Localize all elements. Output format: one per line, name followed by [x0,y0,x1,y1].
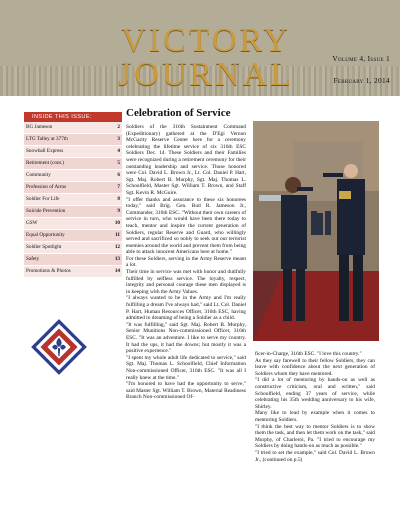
toc-item[interactable] [24,182,122,194]
toc-header: INSIDE THIS ISSUE: [24,112,122,122]
toc-item[interactable] [24,134,122,146]
article-paragraph: "I always wanted to be in the Army and I'm really fulfilling a dream I've always had," said Lt. Col. Daniel P. Hart, Human Resources Officer, 316th ESC, having admitted to dreaming of being a Soldier as a child. [126,295,246,322]
toc-item[interactable] [24,122,122,134]
toc-item-page: 4 [117,148,120,154]
toc-item[interactable] [24,170,122,182]
volume-issue: Volume 4, Issue 1 [332,54,390,63]
toc-item-label: GSW [26,220,38,226]
article-title: Celebration of Service [126,107,231,119]
article-paragraph: "I did a lot of mentoring by hands-on as well as constructive criticism, oral and written," said Schoolfield, ending 37 years of service, while celebrating his 35th wedding anniversary to his wife, Shirley. [255,377,375,410]
toc-item-label: LTG Talley at 377th [26,136,68,142]
toc-item-label: Soldier Spotlight [26,244,62,250]
article-paragraph: As they say farewell to their fellow Soldiers, they can leave with confidence about the next generation of Soldiers whom they have mentored. [255,357,375,377]
article-paragraph: "I think the best way to mentor Soldiers is to show them the task, and then let them work on the task," said Murphy, of Charleroi, Pa. "I tried to encourage my Soldiers by doing hands-on as much as possible." [255,423,375,450]
toc-item[interactable] [24,266,122,278]
article-paragraph: ficer-in-Charge, 316th ESC. "I love this country." [255,351,362,357]
table-of-contents [24,112,122,278]
article-paragraph: "It was fulfilling," said Sgt. Maj. Robert B. Murphy, Senior Munitions Non-commissioned Officer, 316th ESC. "It was an adventure. I like to serve my country. It had the ups, it had the downs; but mostly it was a positive experience." [126,321,246,355]
toc-item-page: 9 [117,208,120,214]
toc-item[interactable] [24,218,122,230]
toc-item[interactable] [24,206,122,218]
toc-item-label: Community [26,172,51,178]
article-paragraph: Soldiers of the 316th Sustainment Command (Expeditionary) gathered at the D'Egi Vernon McGarity Reserve Center here for a ceremony celebrating the lifetime service of six 316th ESC Soldiers Dec. 14. These Soldiers and their Families were recognized during a retirement ceremony for their outstanding leadership and service. Those honored were Col. David L. Brown Jr., Lt. Col. Daniel P. Hart, Sgt. Maj. Robert B. Murphy, Sgt. Maj. Thomas L. Schoolfield, Master Sgt. William T. Brown, and Staff Sgt. Kevin R. McGuire. [126,124,246,196]
toc-item-page: 14 [114,268,120,274]
toc-item-label: Safety [26,256,40,262]
toc-item-label: Soldier For Life [26,196,60,202]
toc-item[interactable] [24,158,122,170]
ceremony-photo [253,121,379,341]
toc-item-page: 8 [117,196,120,202]
unit-emblem-icon [30,318,88,376]
toc-list [24,122,122,278]
toc-item[interactable] [24,254,122,266]
toc-item-label: Retirement (cont.) [26,160,65,166]
toc-item-page: 10 [114,220,120,226]
toc-item[interactable] [24,146,122,158]
toc-item-page: 3 [117,136,120,142]
toc-item-page: 6 [117,172,120,178]
article-paragraph: "I tried to set the example," said Col. David L. Brown Jr., (continued on p.5) [255,449,375,463]
article-paragraph: Their time in service was met with honor and dutifully fulfilled by selfless service. The loyalty, respect, integrity and personal courage these men displayed is in keeping with the Army Values. [126,269,246,295]
article-paragraph: For these Soldiers, serving in the Army Reserve meant a lot. [126,255,246,269]
masthead-title [66,24,346,92]
toc-item-page: 11 [115,232,120,238]
toc-item-label: Promotions & Photos [26,268,71,274]
toc-item-page: 13 [114,256,120,262]
toc-item-label: Equal Opportunity [26,232,65,238]
article-paragraph: "I offer thanks and assurance to these six honorees today," said Brig. Gen. Bud R. Jameson Jr., Commander, 316th ESC. "Without their own careers of service in turn, who would have been there today to teach, mentor and inspire the current generation of Soldiers, regular Reserve and Guard, who willingly served and sacrificed so nobly to seek out our terrorist enemies around the world and prevent them from being able to attack innocent Americans here at home." [126,196,246,256]
article-paragraph: "I spent my whole adult life dedicated to service," said Sgt. Maj. Thomas L. Schoolfield, Chief Information Non-commissioned Officer, 316th ESC. "It was all I really knew at the time." [126,354,246,381]
article-paragraph: Many like to lead by example when it comes to mentoring Soldiers. [255,410,375,423]
toc-item-page: 12 [114,244,120,250]
article-column-2 [255,351,375,463]
toc-item-page: 5 [117,160,120,166]
toc-item-label: Suicide Prevention [26,208,66,214]
article-paragraph: "I'm honored to have had the opportunity to serve," said Master Sgt. William T. Brown, Material Readiness Branch Non-commissioned Of- [126,381,246,401]
toc-item-label: Profession of Arms [26,184,67,190]
masthead-banner [0,0,400,96]
toc-item-label: Snowball Express [26,148,64,154]
masthead-title-line2: JOURNAL [118,56,294,93]
toc-item-page: 2 [117,124,120,130]
masthead-title-line1: VICTORY [121,22,291,59]
issue-date: February 1, 2014 [333,76,390,85]
article-column-1 [126,124,246,401]
toc-item-label: BG Jameson [26,124,53,130]
toc-item[interactable] [24,230,122,242]
toc-item-page: 7 [117,184,120,190]
toc-item[interactable] [24,194,122,206]
toc-item[interactable] [24,242,122,254]
